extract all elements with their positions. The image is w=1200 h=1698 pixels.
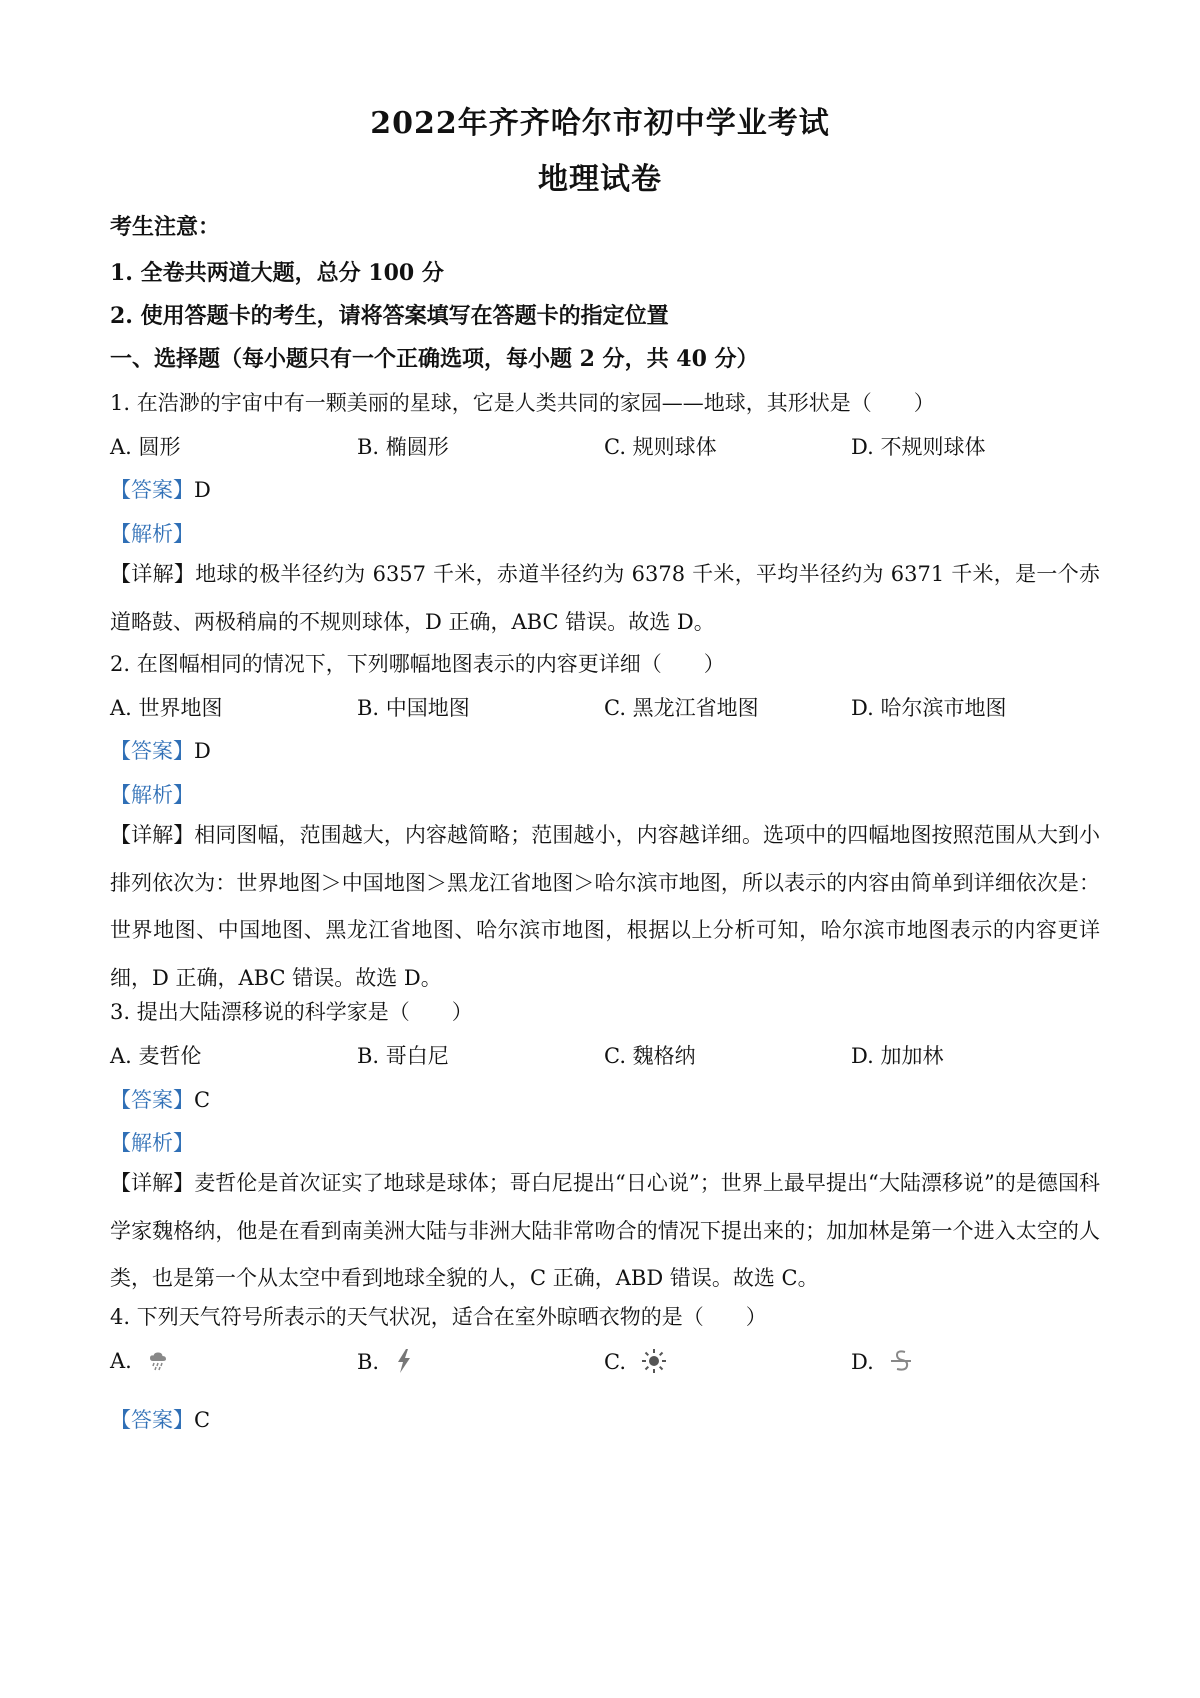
option-b: B. 椭圆形: [357, 435, 449, 459]
option-label: D.: [851, 1350, 874, 1374]
detail-tag: 【详解】: [110, 1171, 195, 1195]
option-d: D. 不规则球体: [851, 435, 986, 459]
answer-value: C: [194, 1408, 211, 1432]
detail-text: 相同图幅，范围越大，内容越简略；范围越小，内容越详细。选项中的四幅地图按照范围从大到小排列依次为：世界地图＞中国地图＞黑龙江省地图＞哈尔滨市地图，所以表示的内容由简单到详细依次是：世界地图、中国地图、黑龙江省地图、哈尔滨市地图，根据以上分析可知，哈尔滨市地图表示的内容更详细，D 正确，ABC 错误。故选 D。: [110, 823, 1101, 990]
detail-tag: 【详解】: [110, 823, 195, 847]
analysis-tag: 【解析】: [110, 522, 194, 546]
answer-tag: 【答案】: [110, 478, 194, 502]
option-c: C. 黑龙江省地图: [604, 696, 759, 720]
option-c: C. 规则球体: [604, 435, 717, 459]
answer-tag: 【答案】: [110, 739, 194, 763]
sun-icon: [641, 1348, 667, 1379]
analysis-line: [110, 779, 1100, 809]
option-label: A.: [110, 1349, 132, 1373]
note-item: 2. 使用答题卡的考生，请将答案填写在答题卡的指定位置: [110, 303, 669, 329]
option-a: A. 麦哲伦: [110, 1044, 202, 1068]
question-stem: 1. 在浩渺的宇宙中有一颗美丽的星球，它是人类共同的家园——地球，其形状是（ ）: [110, 391, 935, 415]
option-a: A. 圆形: [110, 435, 181, 459]
option-c: [604, 1348, 667, 1379]
analysis-line: [110, 1127, 1100, 1157]
analysis-tag: 【解析】: [110, 783, 194, 807]
option-b: [357, 1348, 414, 1379]
option-c: C. 魏格纳: [604, 1044, 696, 1068]
answer-tag: 【答案】: [110, 1408, 194, 1432]
question-stem: 4. 下列天气符号所表示的天气状况，适合在室外晾晒衣物的是（ ）: [110, 1305, 767, 1329]
question-stem: 3. 提出大陆漂移说的科学家是（ ）: [110, 1000, 473, 1024]
answer-tag: 【答案】: [110, 1088, 194, 1112]
notes-heading: 考生注意：: [110, 214, 221, 240]
page-title: 2022年齐齐哈尔市初中学业考试: [370, 106, 830, 141]
option-a: [110, 1348, 171, 1377]
section-heading: 一、选择题（每小题只有一个正确选项，每小题 2 分，共 40 分）: [110, 346, 759, 372]
detail-paragraph: [110, 1160, 1100, 1303]
note-item: 1. 全卷共两道大题，总分 100 分: [110, 260, 444, 286]
cloud-rain-icon: [147, 1348, 171, 1377]
answer-line: [110, 1084, 1100, 1114]
answer-line: [110, 735, 1100, 765]
detail-text: 麦哲伦是首次证实了地球是球体；哥白尼提出“日心说”；世界上最早提出“大陆漂移说”的是德国科学家魏格纳，他是在看到南美洲大陆与非洲大陆非常吻合的情况下提出来的；加加林是第一个进入太空的人类，也是第一个从太空中看到地球全貌的人，C 正确，ABD 错误。故选 C。: [110, 1171, 1100, 1291]
answer-value: C: [194, 1088, 211, 1112]
option-d: D. 加加林: [851, 1044, 944, 1068]
analysis-line: [110, 518, 1100, 548]
sandstorm-icon: [888, 1348, 914, 1379]
option-d: [851, 1348, 914, 1379]
detail-paragraph: [110, 812, 1100, 1002]
lightning-icon: [394, 1348, 414, 1379]
question-stem: 2. 在图幅相同的情况下，下列哪幅地图表示的内容更详细（ ）: [110, 652, 725, 676]
detail-tag: 【详解】: [110, 562, 196, 586]
detail-paragraph: [110, 551, 1100, 646]
answer-value: D: [194, 478, 211, 502]
analysis-tag: 【解析】: [110, 1131, 194, 1155]
answer-value: D: [194, 739, 211, 763]
option-b: B. 哥白尼: [357, 1044, 449, 1068]
option-d: D. 哈尔滨市地图: [851, 696, 1007, 720]
answer-line: [110, 474, 1100, 504]
detail-text: 地球的极半径约为 6357 千米，赤道半径约为 6378 千米，平均半径约为 6371 千米，是一个赤道略鼓、两极稍扁的不规则球体，D 正确，ABC 错误。故选 D。: [110, 562, 1100, 634]
page-subtitle: 地理试卷: [538, 162, 662, 197]
option-a: A. 世界地图: [110, 696, 223, 720]
option-b: B. 中国地图: [357, 696, 470, 720]
answer-line: [110, 1404, 1100, 1434]
option-label: B.: [357, 1350, 380, 1374]
option-label: C.: [604, 1350, 626, 1374]
